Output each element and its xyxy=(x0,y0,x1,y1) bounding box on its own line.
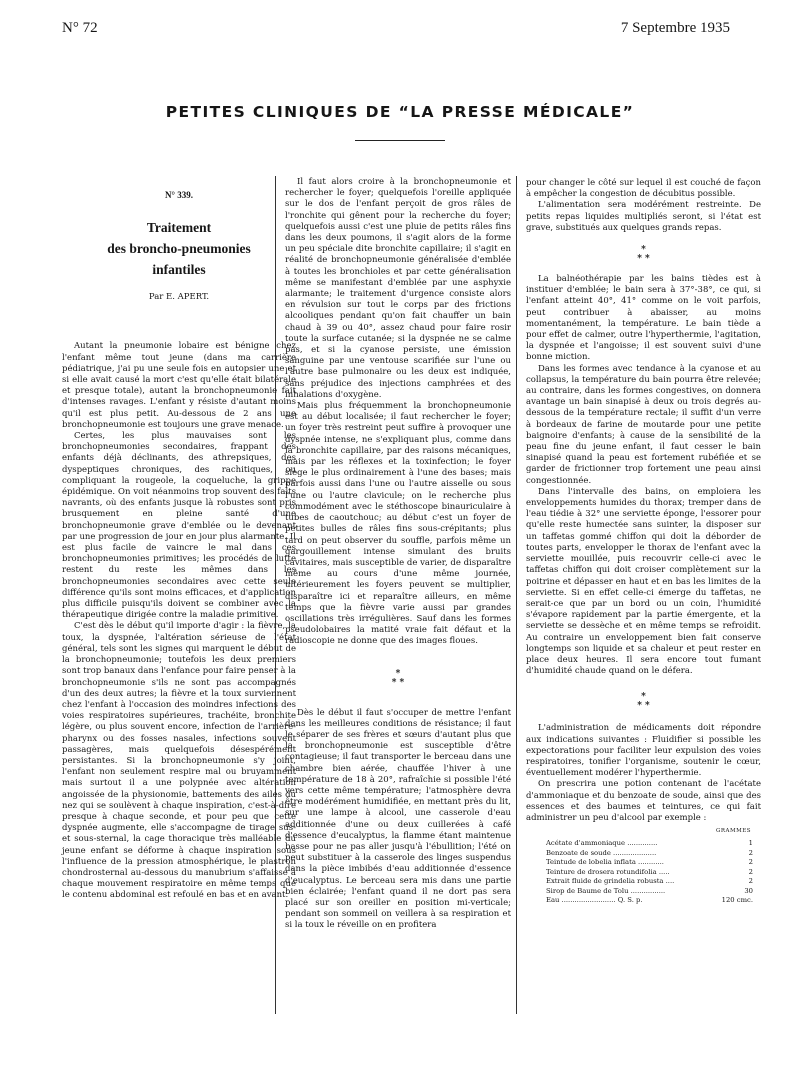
paragraph: Dans l'intervalle des bains, on emploiera les enveloppements humides du thorax; tremper dans de l'eau tiédie à 32° une serviette éponge, l'essorer pour qu'elle reste humectée sans suinter, la disposer sur un taffetas gommé chiffon qui doit la déborder de toutes parts, envelopper le thorax de l'enfant avec la serviette mouillée, puis recouvrir celle-ci avec le taffetas chiffon qui doit croiser complètement sur la poitrine et dépasser en haut et en bas les limites de la serviette. Si en effet celle-ci émerge du taffetas, ne serait-ce que par un bord ou un coin, l'humidité s'évapore rapidement par la partie émergente, et la serviette se dessèche et en même temps se refroidit. Au contraire un enveloppement bien fait conserve longtemps son liquide et sa chaleur et peut rester en place deux heures. Il sera encore tout fumant d'humidité chaude quand on le défera. xyxy=(526,486,761,677)
paragraph: Il faut alors croire à la bronchopneumonie et rechercher le foyer; quelquefois l'oreille appliquée sur le dos de l'enfant perçoit de gros râles de l'ronchite qui gênent pour la recherche du foyer; quelquefois aussi c'est une pluie de petits râles fins dans les deux poumons, il s'agit alors de la forme un peu spéciale dite bronchite capillaire; il s'agit en réalité de bronchopneumonie généralisée d'emblée à toutes les bronchioles et par cette généralisation même se manifestant d'emblée par une asphyxie alarmante; le traitement d'urgence consiste alors en révulsion sur tout le corps par des frictions alcooliques pendant qu'on fait chauffer un bain chaud à 39 ou 40°, assez chaud pour faire rosir toute la surface cutanée; si la dyspnée ne se calme pas, et si la cyanose persiste, une émission sanguine par une ventouse scarifiée sur l'une ou l'autre base pulmonaire ou les deux est indiquée, sans préjudice des injections camphrées et des inhalations d'oxygène. xyxy=(285,177,511,400)
paragraph: C'est dès le début qu'il importe d'agir : la fièvre, la toux, la dyspnée, l'altération sérieuse de l'état général, tels sont les signes qui marquent le début de la bronchopneumonie; toutefois les deux premiers sont trop banaux dans l'enfance pour faire penser à la bronchopneumonie s'ils ne sont pas accompagnés d'un des deux autres; la fièvre et la toux surviennent chez l'enfant à l'occasion des moindres infections des voies respiratoires supérieures, trachéite, bronchite légère, ou plus souvent encore, infection de l'arrière-pharynx ou des fosses nasales, infections souvent passagères, mais quelquefois désespérément persistantes. Si la bronchopneumonie s'y joint, l'enfant non seulement respire mal ou bruyamment mais surtout il a une polypnée avec altération angoissée de la physionomie, battements des ailes du nez qui se soulèvent à chaque inspiration, c'est-à-dire presque à chaque seconde, et pour peu que cette dyspnée augmente, elle s'accompagne de tirage sus- et sous-sternal, la cage thoracique très malléable du jeune enfant se déforme à chaque inspiration sous l'influence de la pression atmosphérique, le plastron chondrosternal au-dessous du manubrium s'affaisse à chaque mouvement respiratoire en même temps que le contenu abdominal est refoulé en bas et en avant. xyxy=(62,621,296,901)
column-3 xyxy=(526,178,761,906)
prescription-item: Acétate d'ammoniaque .............. 1 xyxy=(546,839,753,848)
prescription-unit-header: GRAMMES xyxy=(715,828,751,835)
paragraph: pour changer le côté sur lequel il est couché de façon à empêcher la congestion de décubitus possible. xyxy=(526,178,761,200)
article-title-line: Traitement xyxy=(146,220,212,236)
section-separator: * * * xyxy=(637,245,650,265)
prescription-item: Teinture de drosera rotundifolia ..... 2 xyxy=(546,867,753,876)
column-2 xyxy=(285,177,511,932)
prescription-item: Eau ......................... Q. S. p. 120 cmc. xyxy=(546,896,753,905)
paragraph: On prescrira une potion contenant de l'acétate d'ammoniaque et du benzoate de soude, ainsi que des essences et des baumes et teintures, ce qui fait administrer un peu d'alcool par exemple : xyxy=(526,779,761,823)
paragraph: La balnéothérapie par les bains tièdes est à instituer d'emblée; le bain sera à 37°-38°, ce qui, si l'enfant atteint 40°, 41° comme on le voit parfois, peut contribuer à abaisser, au moins momentanément, la température. Le bain tiède a pour effet de calmer, outre l'hyperthermie, l'agitation, la dyspnée et l'angoisse; il est souvent suivi d'une bonne miction. xyxy=(526,274,761,363)
column-1 xyxy=(62,178,296,902)
article-number: N° 339. xyxy=(164,190,194,200)
issue-date: 7 Septembre 1935 xyxy=(620,20,730,36)
issue-number: N° 72 xyxy=(62,20,98,36)
article-author: Par E. APERT. xyxy=(148,292,210,303)
prescription-item: Teintude de lobelia inflata ............ 2 xyxy=(546,858,753,867)
article-title-line: infantiles xyxy=(152,262,206,278)
paragraph: Dès le début il faut s'occuper de mettre l'enfant dans les meilleures conditions de résistance; il faut le séparer de ses frères et sœurs d'autant plus que la bronchopneumonie est susceptible d'être contagieuse; il faut transporter le berceau dans une chambre bien aérée, chauffée l'hiver à une température de 18 à 20°, rafraîchie si possible l'été vers cette même température; l'atmosphère devra être modérément humidifiée, en mettant près du lit, sur une lampe à alcool, une casserole d'eau additionnée d'une ou deux cuillerées à café d'essence d'eucalyptus, la flamme étant maintenue basse pour ne pas aller jusqu'à l'ébullition; l'été on peut substituer à la casserole des linges suspendus dans la pièce imbibés d'eau additionnée d'essence d'eucalyptus. Le berceau sera mis dans une partie bien éclairée; l'enfant quand il ne dort pas sera placé sur son oreiller en position mi-verticale; pendant son sommeil on veillera à sa respiration et si la toux le réveille on en profitera xyxy=(285,707,511,931)
paragraph: Autant la pneumonie lobaire est bénigne chez l'enfant même tout jeune (dans ma carrière pédiatrique, j'ai pu une seule fois en autopsier une et si elle avait causé la mort c'est qu'elle était bilatérale et presque totale), autant la bronchopneumonie fait d'intenses ravages. L'enfant y résiste d'autant moins qu'il est plus petit. Au-dessous de 2 ans une bronchopneumonie est toujours une grave menace. xyxy=(62,341,296,430)
paragraph: Mais plus fréquemment la bronchopneumonie est au début localisée; il faut rechercher le foyer; un foyer très restreint peut suffire à provoquer une dyspnée intense, ne s'expliquant plus, comme dans la bronchite capillaire, par des raisons mécaniques, mais par les réflexes et la toxinfection; le foyer siège le plus ordinairement à l'une des bases; mais parfois aussi dans l'une ou l'autre aisselle ou sous l'une ou l'autre clavicule; on le recherche plus commodément avec le stéthoscope binauriculaire à tubes de caoutchouc; au début c'est un foyer de petites bulles de râles fins sous-crépitants; plus tard on peut observer du souffle, parfois même un gargouillement intense simulant des bruits cavitaires, mais susceptible de varier, de disparaître même au cours d'une même journée, ultérieurement les foyers peuvent se multiplier, disparaître ici et reparaître ailleurs, en même temps que la fièvre varie aussi par grandes oscillations très irrégulières. Sauf dans les formes pseudolobaires la matité vraie fait défaut et la radioscopie ne donne que des images floues. xyxy=(285,401,511,647)
prescription-item: Extrait fluide de grindelia robusta .... 2 xyxy=(546,877,753,886)
paragraph: L'alimentation sera modérément restreinte. De petits repas liquides multipliés seront, si l'état est grave, substitués aux quelques grands repas. xyxy=(526,200,761,233)
prescription-item: Benzoate de soude .................... 2 xyxy=(546,848,753,857)
paragraph: Dans les formes avec tendance à la cyanose et au collapsus, la température du bain pourra être relevée; au contraire, dans les formes congestives, on donnera avantage un bain sinapisé à deux ou trois degrés au-dessous de la température rectale; il suffit d'un verre à bordeaux de farine de moutarde pour une petite baignoire d'enfants; à cause de la sensibilité de la peau fine du jeune enfant, il faut cesser le bain sinapisé quand la peau est fortement rubéfiée et se garder de frictionner trop fortement une peau ainsi congestionnée. xyxy=(526,363,761,486)
page-title: PETITES CLINIQUES DE “LA PRESSE MÉDICALE” xyxy=(165,103,635,121)
paragraph: L'administration de médicaments doit répondre aux indications suivantes : Fluidifier si possible les expectorations pour faciliter leur expulsion des voies respiratoires, tonifier l'organisme, soutenir le cœur, éventuellement modérer l'hyperthermie. xyxy=(526,723,761,779)
prescription-list xyxy=(546,839,761,906)
paragraph: Certes, les plus mauvaises sont les bronchopneumonies secondaires, frappant des enfants déjà déclinants, des athrepsiques, des dyspeptiques chroniques, des rachitiques, ou compliquant la rougeole, la coqueluche, la grippe épidémique. On voit néanmoins trop souvent des faits navrants, où des enfants jusque là robustes sont pris brusquement en pleine santé d'une bronchopneumonie grave d'emblée ou le devenant par une progression de jour en jour plus alarmante. Il est plus facile de vaincre le mal dans ces bronchopneumonies primitives; les procédés de lutte restent du reste les mêmes dans les bronchopneumonies secondaires avec cette seule différence qu'ils sont moins efficaces, et d'application plus difficile puisqu'ils doivent se combiner avec la thérapeutique dirigée contre la maladie primitive. xyxy=(62,431,296,621)
section-separator: * * * xyxy=(391,668,405,688)
section-separator: * * * xyxy=(637,692,650,712)
title-rule xyxy=(355,140,445,141)
column-divider xyxy=(516,176,517,1014)
article-title-line: des broncho-pneumonies xyxy=(107,241,251,257)
prescription-item: Sirop de Baume de Tolu ................ 30 xyxy=(546,886,753,895)
